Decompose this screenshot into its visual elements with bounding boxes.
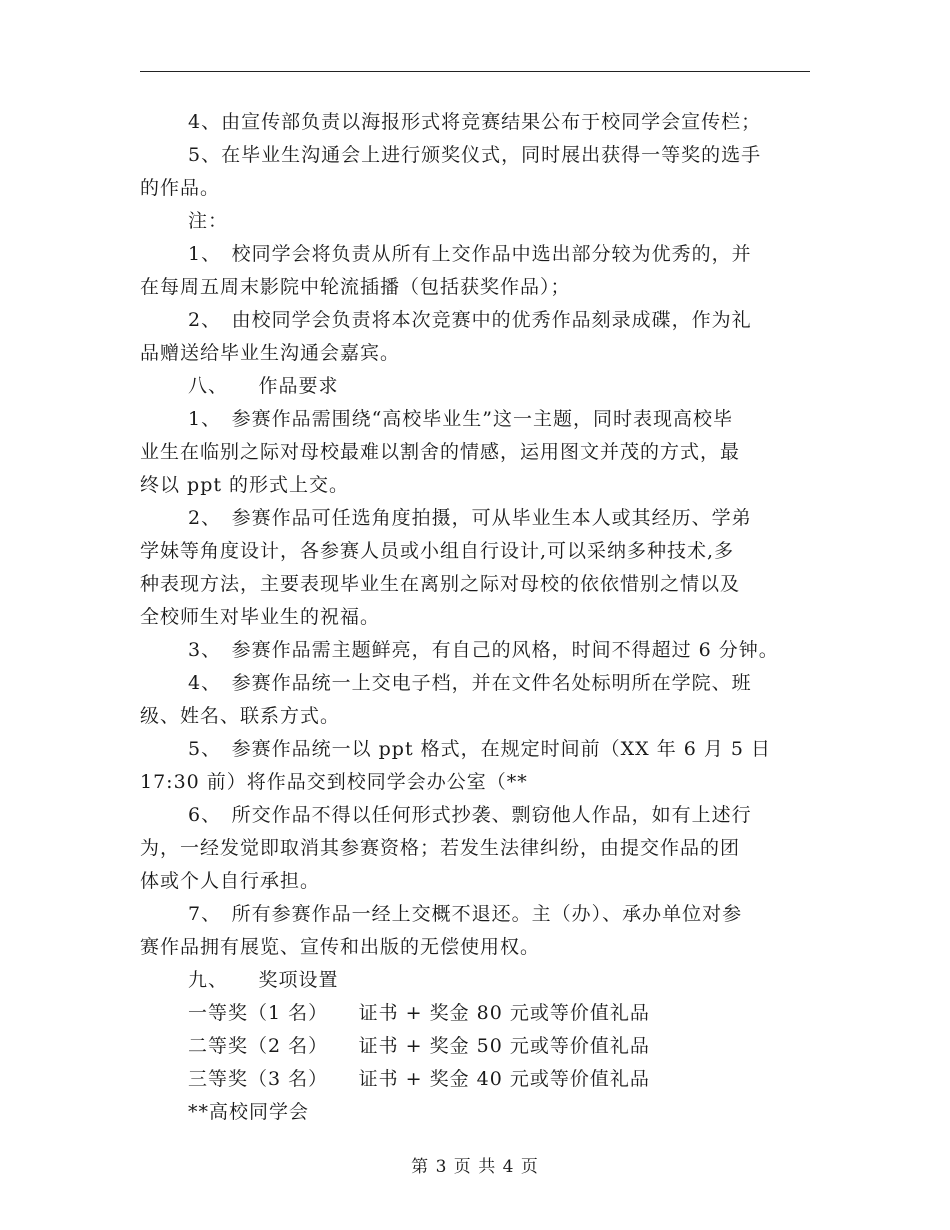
paragraph-line: 业生在临别之际对母校最难以割舍的情感，运用图文并茂的方式，最 [140, 441, 741, 463]
paragraph-line: 7、 所有参赛作品一经上交概不退还。主（办）、承办单位对参 [188, 903, 743, 925]
paragraph-line: 1、 参赛作品需围绕“高校毕业生”这一主题，同时表现高校毕 [188, 408, 734, 430]
paragraph-line: 17:30 前）将作品交到校同学会办公室（** [140, 771, 528, 793]
paragraph-line: 全校师生对毕业生的祝福。 [140, 606, 381, 628]
document-body [140, 106, 810, 1129]
paragraph-line: 4、由宣传部负责以海报形式将竞赛结果公布于校同学会宣传栏； [188, 111, 762, 133]
paragraph-line: 2、 由校同学会负责将本次竞赛中的优秀作品刻录成碟，作为礼 [188, 309, 752, 331]
paragraph-line: 八、 作品要求 [188, 375, 339, 397]
paragraph-line: 注： [188, 210, 229, 232]
paragraph-line: 体或个人自行承担。 [140, 870, 321, 892]
page-footer: 第 3 页 共 4 页 [411, 1157, 539, 1177]
paragraph-line: 九、 奖项设置 [188, 969, 339, 991]
paragraph-line: 1、 校同学会将负责从所有上交作品中选出部分较为优秀的，并 [188, 243, 752, 265]
paragraph-line: 品赠送给毕业生沟通会嘉宾。 [140, 342, 401, 364]
paragraph-line: 在每周五周末影院中轮流插播（包括获奖作品）； [140, 276, 571, 298]
paragraph-line: 2、 参赛作品可任选角度拍摄，可从毕业生本人或其经历、学弟 [188, 507, 752, 529]
paragraph-line: 种表现方法，主要表现毕业生在离别之际对母校的依依惜别之情以及 [140, 573, 741, 595]
header-rule [140, 71, 810, 72]
paragraph-line: 级、姓名、联系方式。 [140, 705, 341, 727]
paragraph-line: 三等奖（3 名） 证书 + 奖金 40 元或等价值礼品 [188, 1068, 650, 1090]
paragraph-line: 5、在毕业生沟通会上进行颁奖仪式，同时展出获得一等奖的选手 [188, 144, 762, 166]
paragraph-line: 5、 参赛作品统一以 ppt 格式，在规定时间前（XX 年 6 月 5 日 [188, 738, 772, 760]
paragraph-line: 终以 ppt 的形式上交。 [140, 474, 350, 496]
paragraph-line: 一等奖（1 名） 证书 + 奖金 80 元或等价值礼品 [188, 1002, 650, 1024]
paragraph-line: 学妹等角度设计，各参赛人员或小组自行设计,可以采纳多种技术,多 [140, 540, 735, 562]
paragraph-line: 为，一经发觉即取消其参赛资格；若发生法律纠纷，由提交作品的团 [140, 837, 741, 859]
paragraph-line: 6、 所交作品不得以任何形式抄袭、剽窃他人作品，如有上述行 [188, 804, 752, 826]
paragraph-line: 4、 参赛作品统一上交电子档，并在文件名处标明所在学院、班 [188, 672, 752, 694]
paragraph-line: 二等奖（2 名） 证书 + 奖金 50 元或等价值礼品 [188, 1035, 650, 1057]
paragraph-line: **高校同学会 [188, 1101, 310, 1123]
paragraph-line: 的作品。 [140, 177, 221, 199]
paragraph-line: 赛作品拥有展览、宣传和出版的无偿使用权。 [140, 936, 541, 958]
paragraph-line: 3、 参赛作品需主题鲜亮，有自己的风格，时间不得超过 6 分钟。 [188, 639, 779, 661]
